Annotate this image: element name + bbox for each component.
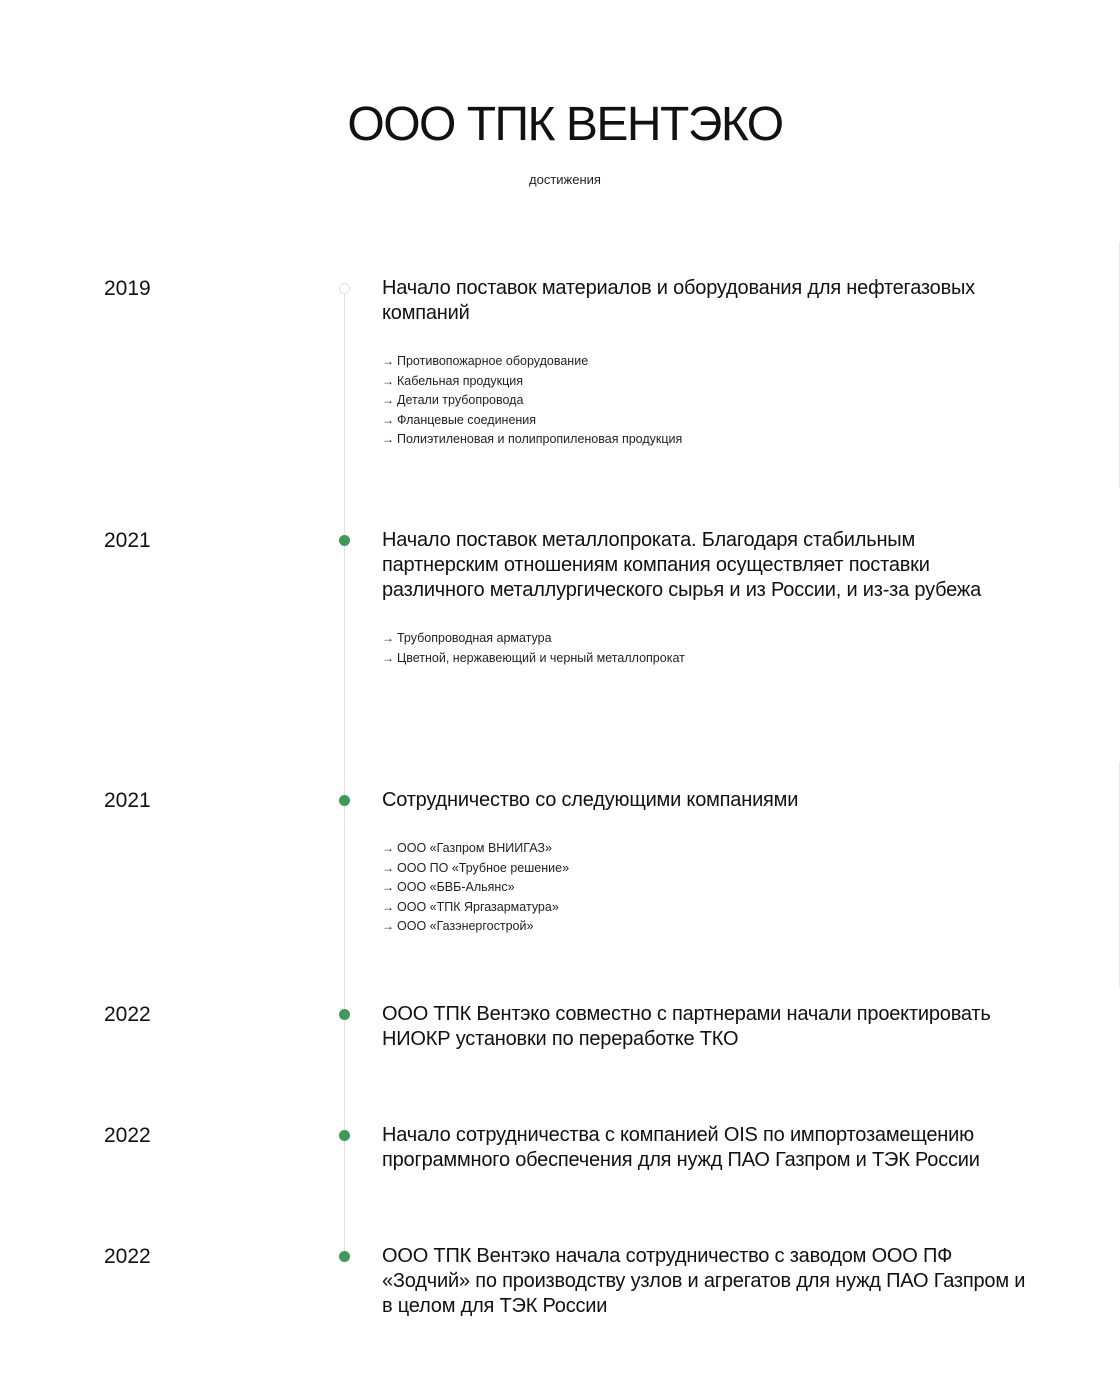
arrow-right-icon: →	[382, 631, 394, 645]
list-item-label: ООО «БВБ-Альянс»	[397, 880, 515, 894]
page-title: ООО ТПК ВЕНТЭКО	[347, 98, 783, 151]
timeline-line	[344, 288, 345, 1256]
arrow-right-icon: →	[382, 393, 394, 407]
timeline-marker-icon	[339, 283, 350, 294]
event-title: Начало поставок металлопроката. Благодаря стабильным партнерским отношениям компания осуществляет поставки различного металлургического сырья и из России, и из-за рубежа	[382, 529, 981, 601]
event-year: 2022	[104, 1124, 151, 1147]
arrow-right-icon: →	[382, 899, 394, 914]
list-item-label: Фланцевые соединения	[397, 412, 537, 427]
timeline-marker-icon	[339, 1009, 350, 1020]
list-item	[382, 430, 1032, 450]
event-year: 2021	[104, 789, 151, 812]
list-item	[382, 352, 1032, 372]
list-item-label: ООО «Газпром ВНИИГАЗ»	[397, 841, 552, 855]
timeline-marker-icon	[339, 535, 350, 546]
arrow-right-icon: →	[382, 919, 394, 933]
page-subtitle: достижения	[529, 172, 601, 187]
timeline-marker-icon	[339, 1130, 350, 1141]
list-item-label: Детали трубопровода	[397, 393, 524, 407]
event-year: 2021	[104, 529, 151, 552]
list-item-label: Противопожарное оборудование	[397, 354, 589, 368]
event-body	[382, 1002, 1032, 1052]
list-item	[382, 411, 1032, 431]
event-body	[382, 788, 1032, 937]
list-item	[382, 629, 1032, 649]
timeline-marker-icon	[339, 795, 350, 806]
list-item-label: ООО ПО «Трубное решение»	[397, 860, 570, 875]
list-item-label: Полиэтиленовая и полипропиленовая продукция	[397, 432, 683, 446]
list-item	[382, 859, 1032, 879]
event-list	[382, 629, 1032, 668]
event-title: ООО ТПК Вентэко начала сотрудничество с заводом ООО ПФ «Зодчий» по производству узлов и агрегатов для нужд ПАО Газпром и в целом для ТЭК России	[382, 1245, 1026, 1317]
event-list	[382, 352, 1032, 450]
arrow-right-icon: →	[382, 412, 394, 427]
arrow-right-icon: →	[382, 432, 394, 446]
event-title: Сотрудничество со следующими компаниями	[382, 789, 799, 811]
list-item	[382, 917, 1032, 937]
arrow-right-icon: →	[382, 373, 394, 388]
arrow-right-icon: →	[382, 650, 394, 665]
event-body	[382, 528, 1032, 668]
event-body	[382, 276, 1032, 450]
list-item-label: Кабельная продукция	[397, 373, 524, 388]
event-body	[382, 1244, 1032, 1319]
arrow-right-icon: →	[382, 880, 394, 894]
arrow-right-icon: →	[382, 860, 394, 875]
list-item	[382, 649, 1032, 669]
event-title: ООО ТПК Вентэко совместно с партнерами начали проектировать НИОКР установки по переработке ТКО	[382, 1003, 991, 1050]
list-item	[382, 372, 1032, 392]
list-item-label: Трубопроводная арматура	[397, 631, 552, 645]
timeline-marker-icon	[339, 1251, 350, 1262]
list-item-label: ООО «ТПК Яргазарматура»	[397, 899, 559, 914]
list-item	[382, 878, 1032, 898]
list-item	[382, 898, 1032, 918]
event-year: 2022	[104, 1003, 151, 1026]
event-list	[382, 839, 1032, 937]
arrow-right-icon: →	[382, 354, 394, 368]
event-year: 2022	[104, 1245, 151, 1268]
event-year: 2019	[104, 277, 151, 300]
event-title: Начало поставок материалов и оборудования для нефтегазовых компаний	[382, 277, 975, 324]
list-item	[382, 391, 1032, 411]
list-item	[382, 839, 1032, 859]
list-item-label: ООО «Газэнергострой»	[397, 919, 534, 933]
arrow-right-icon: →	[382, 841, 394, 855]
event-body	[382, 1123, 1032, 1173]
event-title: Начало сотрудничества с компанией OIS по импортозамещению программного обеспечения для нужд ПАО Газпром и ТЭК России	[382, 1124, 980, 1171]
list-item-label: Цветной, нержавеющий и черный металлопрокат	[397, 650, 685, 665]
